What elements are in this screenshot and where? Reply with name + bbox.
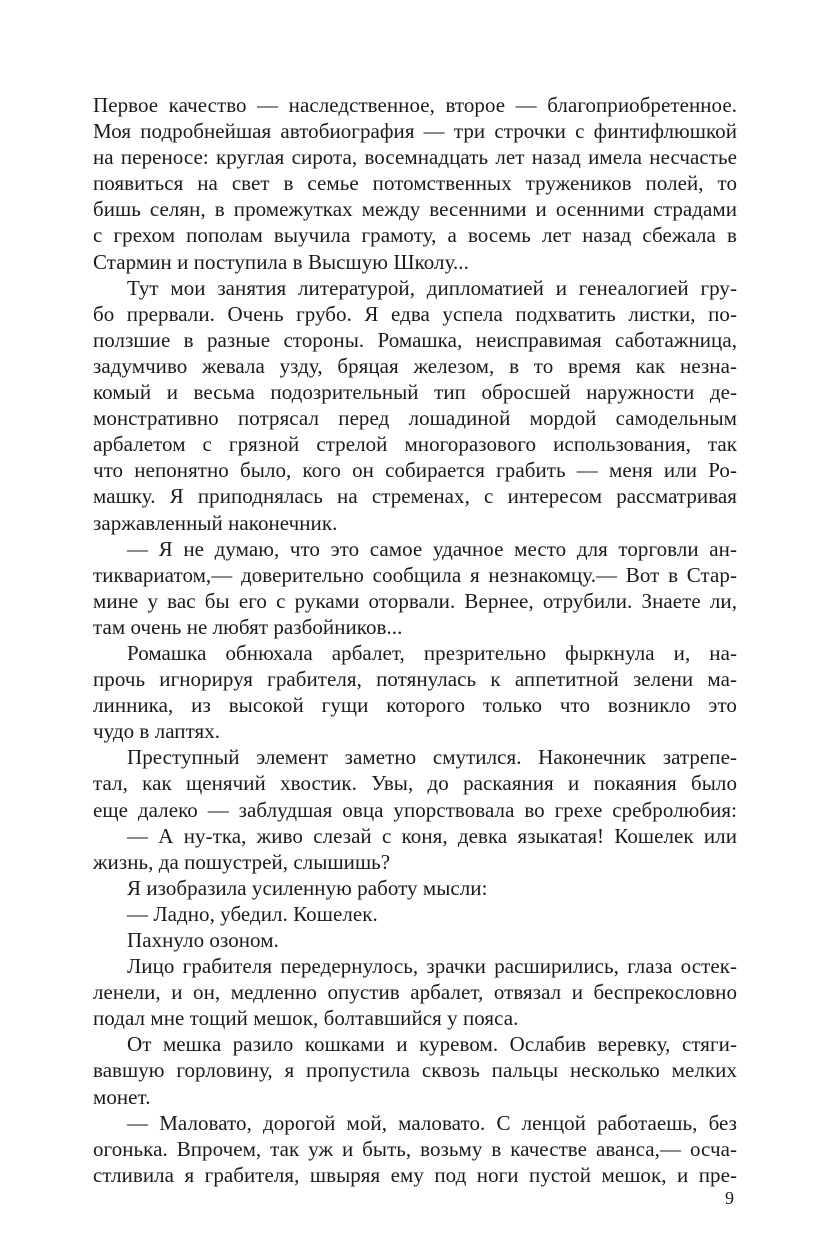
text-line: ленели, и он, медленно опустив арбалет, отвязал и беспрекословно (93, 980, 737, 1005)
text-line: Пахнуло озоном. (127, 928, 279, 952)
text-line: арбалетом с грязной стрелой многоразового использования, так (93, 432, 737, 457)
text-line: чудо в лаптях. (93, 719, 221, 744)
text-line: Стармин и поступила в Высшую Школу... (93, 249, 469, 274)
text-line: монстративно потрясал перед лошадиной мордой самодельным (93, 406, 737, 431)
text-line: прочь игнорируя грабителя, потянулась к аппетитной зелени ма- (93, 667, 737, 692)
text-line: монет. (93, 1084, 151, 1109)
text-line: Я изобразила усиленную работу мысли: (127, 875, 488, 900)
text-line: там очень не любят разбойников... (93, 614, 403, 639)
text-line: Преступный элемент заметно смутился. Наконечник затрепе- (127, 745, 737, 770)
page-text (93, 92, 737, 1188)
text-line: задумчиво жевала узду, бряцая железом, в то время как незна- (93, 353, 737, 378)
text-line: на переносе: круглая сирота, восемнадцать лет назад имела несчастье (93, 145, 737, 170)
text-line: Тут мои занятия литературой, дипломатией и генеалогией гру- (127, 275, 737, 300)
text-line: стливила я грабителя, швыряя ему под ноги пустой мешок, и пре- (93, 1162, 737, 1187)
text-line: Первое качество — наследственное, второе — благоприобретенное. (93, 93, 737, 117)
text-line: Ромашка обнюхала арбалет, презрительно фыркнула и, на- (127, 640, 737, 665)
text-line: огонька. Впрочем, так уж и быть, возьму в качестве аванса,— осча- (93, 1136, 737, 1161)
text-line: — Ладно, убедил. Кошелек. (127, 901, 378, 926)
text-line: подал мне тощий мешок, болтавшийся у пояса. (93, 1006, 519, 1031)
text-line: — Маловато, дорогой мой, маловато. С ленцой работаешь, без (127, 1110, 737, 1135)
text-line: машку. Я приподнялась на стременах, с интересом рассматривая (93, 484, 737, 509)
text-line: От мешка разило кошками и куревом. Ослабив веревку, стяги- (127, 1032, 737, 1057)
text-line: линника, из высокой гущи которого только что возникло это (93, 693, 737, 718)
text-line: заржавленный наконечник. (93, 510, 338, 535)
text-line: тал, как щенячий хвостик. Увы, до раскаяния и покаяния было (93, 771, 737, 796)
text-line: что непонятно было, кого он собирается грабить — меня или Ро- (93, 458, 737, 483)
text-line: бишь селян, в промежутках между весенними и осенними страдами (93, 197, 737, 222)
text-line: жизнь, да пошустрей, слышишь? (93, 849, 391, 874)
text-line: ползшие в разные стороны. Ромашка, неисправимая саботажница, (93, 327, 737, 352)
text-line: бо прервали. Очень грубо. Я едва успела подхватить листки, по- (93, 301, 737, 326)
text-line: еще далеко — заблудшая овца упорствовала во грехе сребролюбия: (93, 797, 737, 822)
text-line: — Я не думаю, что это самое удачное место для торговли ан- (127, 536, 737, 561)
text-line: комый и весьма подозрительный тип обросшей наружности де- (93, 380, 737, 405)
text-line: — А ну-тка, живо слезай с коня, девка языкатая! Кошелек или (127, 823, 737, 848)
text-line: Лицо грабителя передернулось, зрачки расширились, глаза остек- (127, 954, 737, 979)
text-line: мине у вас бы его с руками оторвали. Вернее, отрубили. Знаете ли, (93, 588, 737, 613)
text-line: тиквариатом,— доверительно сообщила я незнакомцу.— Вот в Стар- (93, 562, 737, 587)
text-line: появиться на свет в семье потомственных тружеников полей, то (93, 171, 737, 196)
page-number: 9 (725, 1188, 734, 1208)
text-line: Моя подробнейшая автобиография — три строчки с финтифлюшкой (93, 119, 737, 144)
text-line: с грехом пополам выучила грамоту, а восемь лет назад сбежала в (93, 223, 737, 248)
text-line: вавшую горловину, я пропустила сквозь пальцы несколько мелких (93, 1058, 737, 1083)
